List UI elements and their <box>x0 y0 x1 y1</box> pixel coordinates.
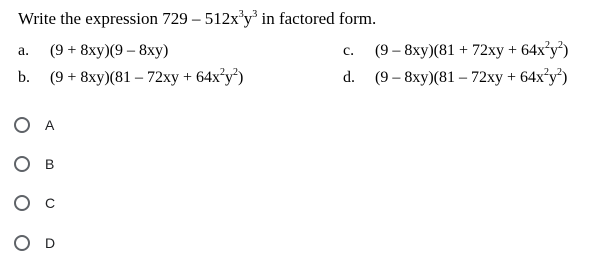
option-b[interactable] <box>14 153 94 175</box>
radio-button-icon[interactable] <box>14 156 30 172</box>
option-d[interactable] <box>14 232 94 254</box>
choice-d <box>343 67 567 89</box>
expr-part: ) <box>563 42 569 59</box>
exponent: 2 <box>544 67 550 78</box>
choice-letter: b. <box>18 69 30 86</box>
choice-letter: c. <box>343 42 355 59</box>
question-suffix: in factored form. <box>257 9 377 28</box>
option-label: B <box>45 156 55 172</box>
exponent: 3 <box>238 9 244 20</box>
exponent: 2 <box>558 40 564 51</box>
choice-c <box>343 40 568 62</box>
exponent: 2 <box>557 67 563 78</box>
radio-button-icon[interactable] <box>14 117 30 133</box>
expr-part: y <box>225 69 234 86</box>
choice-expression <box>375 42 568 59</box>
option-label: C <box>45 195 56 211</box>
question-prefix: Write the expression <box>18 9 163 28</box>
option-a[interactable] <box>14 114 94 136</box>
exponent: 2 <box>233 67 239 78</box>
exponent: 2 <box>220 67 226 78</box>
radio-button-icon[interactable] <box>14 235 30 251</box>
option-label: D <box>45 235 56 251</box>
option-c[interactable] <box>14 192 94 214</box>
expr-part: (9 – 8xy)(81 + 72xy + 64x <box>375 42 546 59</box>
expr-part: y <box>550 42 559 59</box>
choice-letter: d. <box>343 69 355 86</box>
option-label: A <box>45 117 55 133</box>
choice-expression <box>375 69 567 86</box>
expr-part: ) <box>562 69 568 86</box>
expr-part: (9 + 8xy)(81 – 72xy + 64x <box>50 69 221 86</box>
choice-expression: (9 + 8xy)(9 – 8xy) <box>50 42 169 59</box>
expr-part: ) <box>238 69 244 86</box>
expr-part: y <box>549 69 558 86</box>
question-text <box>18 8 376 30</box>
radio-button-icon[interactable] <box>14 195 30 211</box>
exponent: 3 <box>252 9 258 20</box>
expr-part: 729 – 512x <box>162 9 239 28</box>
question-expression <box>162 9 257 28</box>
expr-part: y <box>243 9 253 28</box>
choice-letter: a. <box>18 42 30 59</box>
exponent: 2 <box>545 40 551 51</box>
choice-expression <box>50 69 243 86</box>
choice-a <box>18 40 168 62</box>
expr-part: (9 – 8xy)(81 – 72xy + 64x <box>375 69 545 86</box>
choice-b <box>18 67 243 89</box>
